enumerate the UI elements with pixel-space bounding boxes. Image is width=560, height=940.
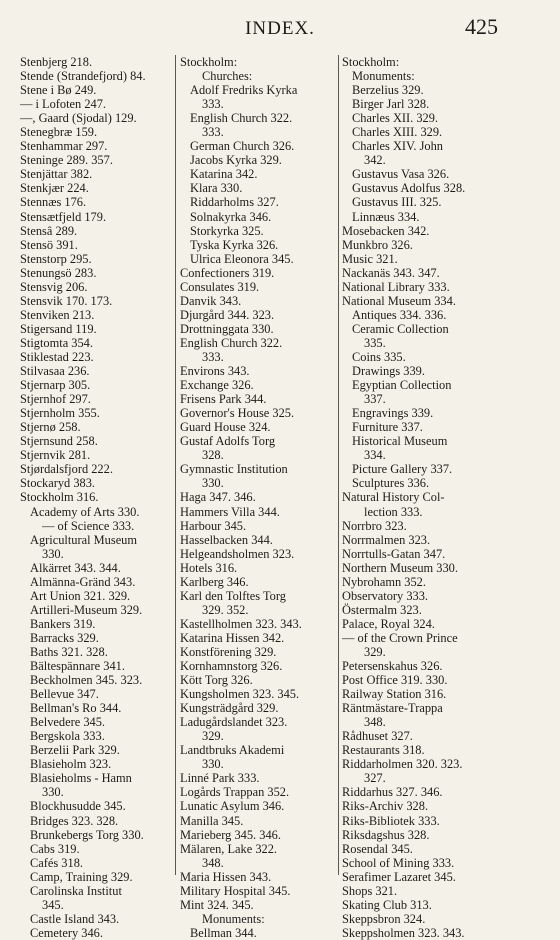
- index-entry: 330.: [42, 785, 64, 800]
- index-entry: Frisens Park 344.: [180, 392, 267, 407]
- index-entry: Karlberg 346.: [180, 574, 249, 589]
- index-entry: Stennæs 176.: [20, 195, 87, 210]
- index-entry: Blockhusudde 345.: [30, 799, 126, 814]
- index-entry: — of Science 333.: [42, 518, 135, 533]
- index-entry: Ulrica Eleonora 345.: [190, 251, 294, 266]
- index-entry: Charles XIII. 329.: [352, 125, 443, 140]
- index-entry: Stenviken 213.: [20, 307, 95, 322]
- index-entry: Blasieholms - Hamn: [30, 771, 132, 786]
- index-entry: Ladugårdslandet 323.: [180, 715, 288, 730]
- index-entry: Monuments:: [202, 911, 265, 926]
- index-entry: Picture Gallery 337.: [352, 462, 453, 477]
- index-entry: Sculptures 336.: [352, 476, 430, 491]
- index-entry: 328.: [202, 448, 224, 463]
- index-entry: Stensâ 289.: [20, 223, 78, 238]
- index-entry: Camp, Training 329.: [30, 869, 133, 884]
- index-entry: Nackanäs 343. 347.: [342, 265, 440, 280]
- index-entry: Beckholmen 345. 323.: [30, 673, 143, 688]
- index-entry: Harbour 345.: [180, 518, 247, 533]
- index-entry: Alkärret 343. 344.: [30, 560, 121, 575]
- index-entry: Räntmästare-Trappa: [342, 701, 443, 716]
- index-entry: Ceramic Collection: [352, 321, 449, 336]
- index-entry: 333.: [202, 97, 224, 112]
- index-entry: Birger Jarl 328.: [352, 97, 430, 112]
- index-entry: Landtbruks Akademi: [180, 743, 285, 758]
- index-entry: — i Lofoten 247.: [20, 97, 107, 112]
- index-entry: Djurgård 344. 323.: [180, 307, 275, 322]
- index-entry: Natural History Col-: [342, 490, 445, 505]
- page-header: [0, 14, 560, 44]
- index-entry: Baths 321. 328.: [30, 644, 108, 659]
- index-entry: 330.: [42, 546, 64, 561]
- index-entry: Drottninggata 330.: [180, 321, 274, 336]
- index-entry: German Church 326.: [190, 139, 295, 154]
- index-entry: Norrtulls-Gatan 347.: [342, 546, 446, 561]
- index-entry: 348.: [364, 715, 386, 730]
- index-entry: Kastellholmen 323. 343.: [180, 616, 302, 631]
- index-entry: —, Gaard (Sjodal) 129.: [20, 111, 137, 126]
- index-entry: Governor's House 325.: [180, 406, 295, 421]
- index-entry: Shops 321.: [342, 883, 398, 898]
- index-entry: Cemetery 346.: [30, 925, 103, 940]
- index-entry: 329.: [202, 729, 224, 744]
- index-entry: Consulates 319.: [180, 279, 260, 294]
- index-entry: Bältespännare 341.: [30, 659, 125, 674]
- index-entry: Restaurants 318.: [342, 743, 425, 758]
- index-entry: Storkyrka 325.: [190, 223, 264, 238]
- index-entry: 333.: [202, 349, 224, 364]
- index-entry: Northern Museum 330.: [342, 560, 458, 575]
- index-entry: English Church 322.: [190, 111, 293, 126]
- index-entry: Stenjättar 382.: [20, 167, 93, 182]
- index-entry: Gustavus Adolfus 328.: [352, 181, 466, 196]
- index-entry: Belvedere 345.: [30, 715, 106, 730]
- index-entry: Marieberg 345. 346.: [180, 827, 281, 842]
- index-entry: Skeppsholmen 323. 343.: [342, 925, 465, 940]
- index-entry: Historical Museum: [352, 434, 448, 449]
- index-entry: Stiklestad 223.: [20, 349, 94, 364]
- index-entry: Katarina 342.: [190, 167, 258, 182]
- index-entry: Stjernsund 258.: [20, 434, 98, 449]
- index-entry: Bellman 344.: [190, 925, 257, 940]
- index-entry: Exchange 326.: [180, 378, 254, 393]
- index-entry: Stenegbræ 159.: [20, 125, 98, 140]
- index-entry: National Museum 334.: [342, 293, 456, 308]
- index-entry: Stenkjær 224.: [20, 181, 89, 196]
- index-entry: Stensvig 206.: [20, 279, 88, 294]
- index-entry: Stenungsö 283.: [20, 265, 97, 280]
- index-column-2: [180, 55, 340, 940]
- index-entry: Riddarhus 327. 346.: [342, 785, 443, 800]
- running-title: INDEX.: [245, 18, 315, 39]
- index-entry: Engravings 339.: [352, 406, 434, 421]
- index-entry: 334.: [364, 448, 386, 463]
- index-entry: 335.: [364, 335, 386, 350]
- index-entry: Cabs 319.: [30, 841, 80, 856]
- index-entry: Blasieholm 323.: [30, 757, 112, 772]
- index-entry: Riddarholmen 320. 323.: [342, 757, 463, 772]
- index-entry: Egyptian Collection: [352, 378, 452, 393]
- index-entry: Stigersand 119.: [20, 321, 97, 336]
- index-entry: Gustaf Adolfs Torg: [180, 434, 276, 449]
- index-entry: Kungsholmen 323. 345.: [180, 687, 300, 702]
- index-entry: Hotels 316.: [180, 560, 238, 575]
- index-entry: 329.: [364, 644, 386, 659]
- index-entry: Kött Torg 326.: [180, 673, 253, 688]
- index-entry: Post Office 319. 330.: [342, 673, 448, 688]
- index-entry: Logårds Trappan 352.: [180, 785, 290, 800]
- index-entry: Riksdagshus 328.: [342, 827, 430, 842]
- index-entry: Stensætfjeld 179.: [20, 209, 107, 224]
- index-entry: School of Mining 333.: [342, 855, 455, 870]
- index-column-3: [342, 55, 504, 940]
- index-entry: Adolf Fredriks Kyrka: [190, 83, 298, 98]
- index-entry: Mälaren, Lake 322.: [180, 841, 278, 856]
- index-entry: Palace, Royal 324.: [342, 616, 435, 631]
- index-entry: Antiques 334. 336.: [352, 307, 447, 322]
- index-entry: Linnæus 334.: [352, 209, 420, 224]
- index-entry: Petersenskahus 326.: [342, 659, 443, 674]
- index-entry: Berzelii Park 329.: [30, 743, 120, 758]
- index-entry: Rosendal 345.: [342, 841, 413, 856]
- index-entry: Agricultural Museum: [30, 532, 138, 547]
- index-entry: Konstförening 329.: [180, 644, 277, 659]
- index-entry: Danvik 343.: [180, 293, 242, 308]
- index-entry: Berzelius 329.: [352, 83, 424, 98]
- index-entry: Tyska Kyrka 326.: [190, 237, 279, 252]
- index-column-1: [20, 55, 174, 940]
- index-entry: English Church 322.: [180, 335, 283, 350]
- index-entry: Stensö 391.: [20, 237, 78, 252]
- index-entry: Cafés 318.: [30, 855, 83, 870]
- index-entry: Monuments:: [352, 69, 415, 84]
- index-entry: Almänna-Gränd 343.: [30, 574, 136, 589]
- index-entry: Charles XII. 329.: [352, 111, 439, 126]
- index-entry: Kungsträdgård 329.: [180, 701, 279, 716]
- index-entry: Artilleri-Museum 329.: [30, 602, 143, 617]
- index-entry: Guard House 324.: [180, 420, 271, 435]
- index-entry: Stigtomta 354.: [20, 335, 93, 350]
- index-entry: Confectioners 319.: [180, 265, 275, 280]
- index-entry: Charles XIV. John: [352, 139, 443, 154]
- index-entry: Castle Island 343.: [30, 911, 120, 926]
- index-entry: Riddarholms 327.: [190, 195, 279, 210]
- index-entry: Steninge 289. 357.: [20, 153, 113, 168]
- index-entry: Art Union 321. 329.: [30, 588, 131, 603]
- index-entry: Östermalm 323.: [342, 602, 422, 617]
- index-entry: Gymnastic Institution: [180, 462, 288, 477]
- index-entry: Gustavus III. 325.: [352, 195, 442, 210]
- index-entry: Riks-Archiv 328.: [342, 799, 429, 814]
- index-entry: Skating Club 313.: [342, 897, 432, 912]
- index-entry: Stenstorp 295.: [20, 251, 92, 266]
- index-entry: Nybrohamn 352.: [342, 574, 426, 589]
- index-entry: Environs 343.: [180, 364, 250, 379]
- index-entry: Carolinska Institut: [30, 883, 122, 898]
- index-entry: Barracks 329.: [30, 630, 99, 645]
- index-entry: Stjernhof 297.: [20, 392, 91, 407]
- index-entry: Bellevue 347.: [30, 687, 99, 702]
- index-entry: Manilla 345.: [180, 813, 244, 828]
- column-divider: [338, 55, 339, 875]
- index-entry: Maria Hissen 343.: [180, 869, 272, 884]
- index-entry: Music 321.: [342, 251, 398, 266]
- index-entry: Mosebacken 342.: [342, 223, 430, 238]
- index-entry: 327.: [364, 771, 386, 786]
- index-entry: Stenhammar 297.: [20, 139, 108, 154]
- index-entry: Stjernø 258.: [20, 420, 81, 435]
- index-entry: Klara 330.: [190, 181, 243, 196]
- index-entry: 330.: [202, 757, 224, 772]
- index-entry: Brunkebergs Torg 330.: [30, 827, 144, 842]
- index-entry: Hasselbacken 344.: [180, 532, 273, 547]
- index-entry: Gustavus Vasa 326.: [352, 167, 450, 182]
- index-entry: Stensvik 170. 173.: [20, 293, 113, 308]
- page-number: 425: [465, 14, 498, 39]
- index-entry: Mint 324. 345.: [180, 897, 254, 912]
- index-entry: Linné Park 333.: [180, 771, 260, 786]
- index-entry: Military Hospital 345.: [180, 883, 291, 898]
- index-entry: Stilvasaa 236.: [20, 364, 90, 379]
- index-entry: Railway Station 316.: [342, 687, 447, 702]
- index-entry: Stenbjerg 218.: [20, 55, 93, 69]
- index-entry: 333.: [202, 125, 224, 140]
- index-entry: Churches:: [202, 69, 253, 84]
- index-entry: Academy of Arts 330.: [30, 504, 140, 519]
- index-entry: 342.: [364, 153, 386, 168]
- index-entry: Stene i Bø 249.: [20, 83, 97, 98]
- index-entry: Stjernarp 305.: [20, 378, 91, 393]
- index-entry: Furniture 337.: [352, 420, 423, 435]
- index-entry: Solnakyrka 346.: [190, 209, 272, 224]
- index-entry: Kornhamnstorg 326.: [180, 659, 283, 674]
- index-entry: Munkbro 326.: [342, 237, 413, 252]
- index-entry: Haga 347. 346.: [180, 490, 256, 505]
- index-entry: Drawings 339.: [352, 364, 425, 379]
- column-divider: [175, 55, 176, 875]
- index-entry: — of the Crown Prince: [342, 630, 458, 645]
- index-entry: Katarina Hissen 342.: [180, 630, 285, 645]
- index-entry: Norrbro 323.: [342, 518, 407, 533]
- index-entry: Bankers 319.: [30, 616, 96, 631]
- index-entry: Hammers Villa 344.: [180, 504, 280, 519]
- index-entry: Stjørdalsfjord 222.: [20, 462, 113, 477]
- index-entry: Bergskola 333.: [30, 729, 105, 744]
- index-entry: 337.: [364, 392, 386, 407]
- index-entry: National Library 333.: [342, 279, 450, 294]
- index-entry: Stende (Strandefjord) 84.: [20, 69, 146, 84]
- index-entry: Riks-Bibliotek 333.: [342, 813, 440, 828]
- index-entry: 330.: [202, 476, 224, 491]
- index-entry: Rådhuset 327.: [342, 729, 413, 744]
- index-entry: Norrmalmen 323.: [342, 532, 431, 547]
- index-entry: Bellman's Ro 344.: [30, 701, 122, 716]
- index-entry: lection 333.: [364, 504, 423, 519]
- index-entry: Stjernvik 281.: [20, 448, 91, 463]
- index-entry: Coins 335.: [352, 349, 406, 364]
- index-entry: Stockholm:: [180, 55, 238, 69]
- index-entry: Stockholm:: [342, 55, 400, 69]
- index-entry: Observatory 333.: [342, 588, 429, 603]
- index-entry: Serafimer Lazaret 345.: [342, 869, 456, 884]
- index-entry: Stjernholm 355.: [20, 406, 100, 421]
- index-entry: Bridges 323. 328.: [30, 813, 119, 828]
- index-entry: Jacobs Kyrka 329.: [190, 153, 282, 168]
- index-entry: Skeppsbron 324.: [342, 911, 426, 926]
- index-entry: Karl den Tolftes Torg: [180, 588, 286, 603]
- index-entry: Lunatic Asylum 346.: [180, 799, 285, 814]
- index-entry: 348.: [202, 855, 224, 870]
- index-entry: 345.: [42, 897, 64, 912]
- index-entry: Stockholm 316.: [20, 490, 99, 505]
- index-entry: 329. 352.: [202, 602, 249, 617]
- index-entry: Helgeandsholmen 323.: [180, 546, 295, 561]
- index-entry: Stockaryd 383.: [20, 476, 96, 491]
